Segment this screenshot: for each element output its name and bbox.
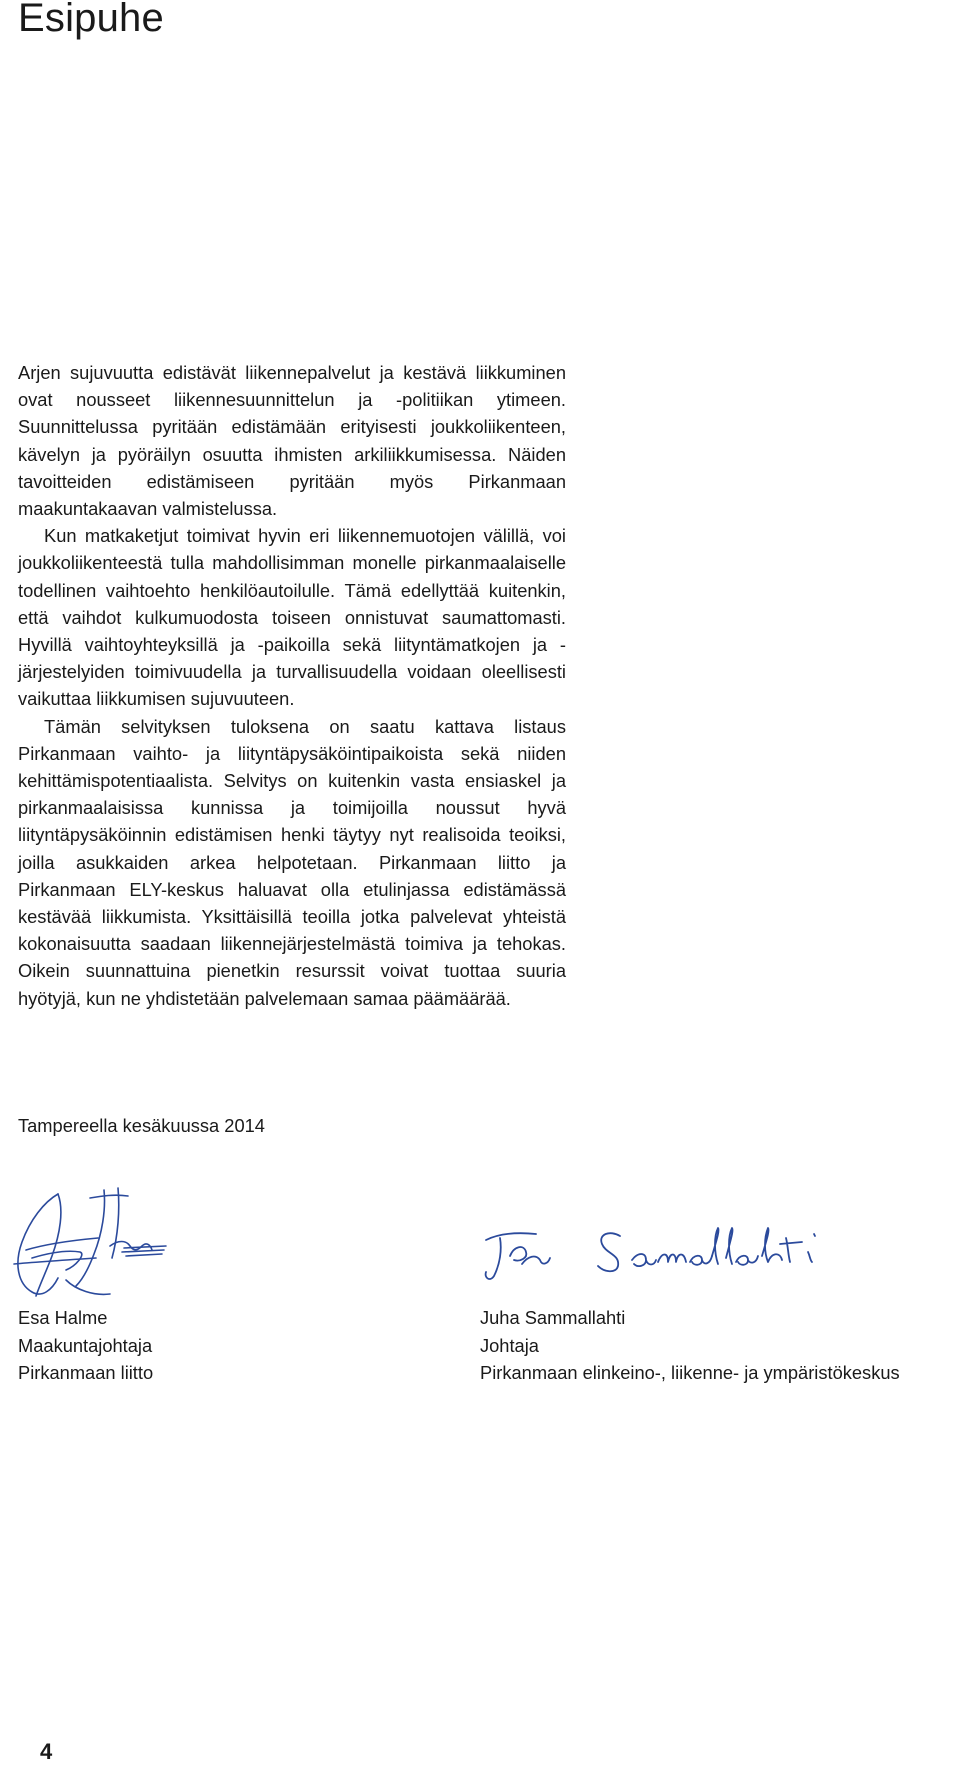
- signer-name: Esa Halme: [18, 1307, 108, 1328]
- signature-juha-sammallahti: [480, 1222, 840, 1284]
- signer-organization: Pirkanmaan elinkeino-, liikenne- ja ympäristökeskus: [480, 1362, 900, 1383]
- page-number: 4: [40, 1739, 53, 1764]
- signature-esa-halme: [6, 1180, 176, 1318]
- signer-juha-sammallahti: [480, 1304, 900, 1387]
- body-text: [18, 359, 566, 1012]
- signer-esa-halme: [18, 1304, 153, 1387]
- place-and-date: Tampereella kesäkuussa 2014: [18, 1115, 265, 1136]
- signer-title: Johtaja: [480, 1334, 539, 1356]
- paragraph-1: Arjen sujuvuutta edistävät liikennepalvelut ja kestävä liikkuminen ovat nousseet liikennesuunnittelun ja -politiikan ytimeen. Suunnittelussa pyritään edistämään erityisesti joukkoliikenteen, kävelyn ja pyöräilyn osuutta ihmisten arkiliikkumisessa. Näiden tavoitteiden edistämiseen pyritään myös Pirkanmaan maakuntakaavan valmistelussa.: [18, 362, 566, 520]
- signer-title: Maakuntajohtaja: [18, 1334, 153, 1356]
- signer-name: Juha Sammallahti: [480, 1307, 626, 1328]
- page-title: Esipuhe: [18, 0, 164, 40]
- paragraph-3: Tämän selvityksen tuloksena on saatu kattava listaus Pirkanmaan vaihto- ja liityntäpysäköintipaikoista sekä niiden kehittämispotentiaalista. Selvitys on kuitenkin vasta ensiaskel ja pirkanmaalaisissa kunnissa ja toimijoilla noussut hyvä liityntäpysäköinnin edistämisen henki täytyy nyt realisoida teoiksi, joilla asukkaiden arkea helpotetaan. Pirkanmaan liitto ja Pirkanmaan ELY-keskus haluavat olla etulinjassa edistämässä kestävää liikkumista. Yksittäisillä teoilla jotka palvelevat yhteistä kokonaisuutta saadaan liikennejärjestelmästä toimiva ja tehokas. Oikein suunnattuina pienetkin resurssit voivat tuottaa suuria hyötyjä, kun ne yhdistetään palvelemaan samaa päämäärää.: [18, 715, 566, 1009]
- paragraph-2: Kun matkaketjut toimivat hyvin eri liikennemuotojen välillä, voi joukkoliikenteestä tulla mahdollisimman monelle pirkanmaalaiselle todellinen vaihtoehto henkilöautoilulle. Tämä edellyttää kuitenkin, että vaihdot kulkumuodosta toiseen onnistuvat saumattomasti. Hyvillä vaihtoyhteyksillä ja -paikoilla sekä liityntämatkojen ja -järjestelyiden toimivuudella ja turvallisuudella voidaan oleellisesti vaikuttaa liikkumisen sujuvuuteen.: [18, 525, 566, 710]
- signer-organization: Pirkanmaan liitto: [18, 1362, 154, 1383]
